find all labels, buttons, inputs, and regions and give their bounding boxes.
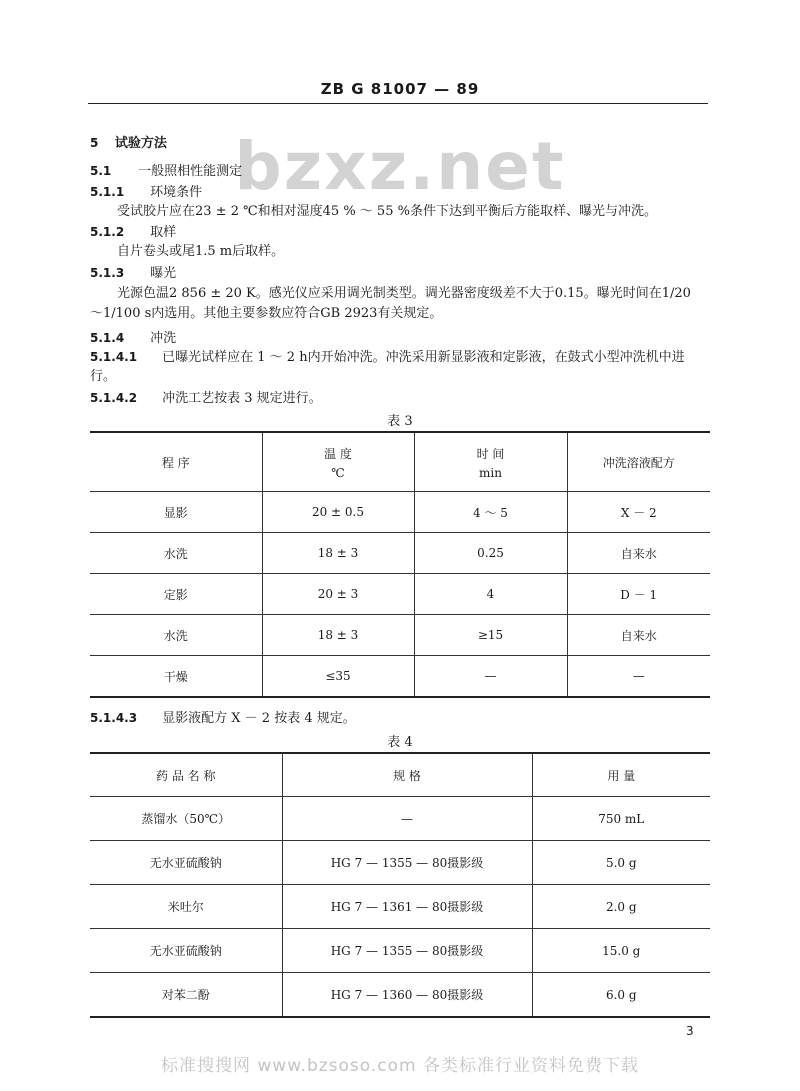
table-header-cell: 药 品 名 称 — [156, 768, 216, 783]
paragraph-text: 冲洗工艺按表 3 规定进行。 — [162, 391, 322, 406]
table-cell: 4 — [414, 574, 567, 615]
paragraph — [90, 709, 356, 728]
section-5-1-heading — [90, 162, 242, 181]
page-number: 3 — [686, 1024, 694, 1038]
section-5-1-4-heading — [90, 329, 176, 348]
table-cell: 4 ～ 5 — [414, 492, 567, 533]
table-cell: — — [282, 797, 532, 841]
section-number: 5.1.4.3 — [90, 711, 138, 725]
section-number: 5.1.4 — [90, 331, 125, 345]
table-cell: 显影 — [90, 492, 262, 533]
table-cell: 自来水 — [567, 533, 710, 574]
table-cell: 20 ± 0.5 — [262, 492, 414, 533]
footer-watermark: 标准搜搜网 www.bzsoso.com 各类标准行业资料免费下载 — [160, 1056, 639, 1076]
table-header-cell — [262, 432, 414, 492]
table-cell: 2.0 g — [532, 885, 710, 929]
paragraph-text: 已曝光试样应在 1 ～ 2 h内开始冲洗。冲洗采用新显影液和定影液，在鼓式小型冲洗机中进 — [162, 350, 685, 365]
table-4 — [90, 752, 710, 1018]
header-label: 温 度 — [324, 446, 352, 461]
section-title: 环境条件 — [150, 185, 203, 200]
table-cell: 定影 — [90, 574, 262, 615]
table-cell: — — [414, 656, 567, 698]
watermark: bzxz.net — [234, 128, 566, 205]
section-title: 试验方法 — [114, 136, 167, 151]
section-number: 5 — [90, 136, 99, 150]
table-cell: 无水亚硫酸钠 — [90, 929, 282, 973]
table-cell: HG 7 — 1361 — 80摄影级 — [282, 885, 532, 929]
table-cell: 水洗 — [90, 615, 262, 656]
table-3 — [90, 431, 710, 698]
table-row — [90, 615, 710, 656]
section-number: 5.1.2 — [90, 225, 125, 239]
table-row — [90, 797, 710, 841]
table-header-cell: 规 格 — [282, 753, 532, 797]
table-header-cell: 程 序 — [161, 455, 190, 470]
paragraph: 自片卷头或尾1.5 m后取样。 — [117, 244, 285, 259]
section-5-1-3-heading — [90, 264, 176, 283]
table-row — [90, 656, 710, 698]
table-cell: 米吐尔 — [90, 885, 282, 929]
table-4-caption: 表 4 — [387, 735, 413, 750]
table-cell: 自来水 — [567, 615, 710, 656]
section-title: 一般照相性能测定 — [138, 164, 243, 179]
table-row — [90, 533, 710, 574]
table-cell: 18 ± 3 — [262, 533, 414, 574]
table-header-row — [90, 753, 710, 797]
table-row — [90, 929, 710, 973]
header-rule — [88, 103, 708, 104]
paragraph: 受试胶片应在23 ± 2 ℃和相对湿度45 % ～ 55 %条件下达到平衡后方能取样、曝光与冲洗。 — [117, 204, 657, 219]
section-title: 曝光 — [150, 266, 177, 281]
section-number: 5.1.4.2 — [90, 391, 138, 405]
table-cell: HG 7 — 1360 — 80摄影级 — [282, 973, 532, 1018]
table-cell: 0.25 — [414, 533, 567, 574]
paragraph: ～1/100 s内选用。其他主要参数应符合GB 2923有关规定。 — [90, 306, 443, 321]
section-number: 5.1.3 — [90, 266, 125, 280]
paragraph — [90, 348, 685, 367]
table-cell: 水洗 — [90, 533, 262, 574]
table-row — [90, 973, 710, 1018]
paragraph — [90, 389, 322, 408]
table-cell: HG 7 — 1355 — 80摄影级 — [282, 841, 532, 885]
table-cell: 无水亚硫酸钠 — [90, 841, 282, 885]
table-cell: 20 ± 3 — [262, 574, 414, 615]
table-cell: ≤35 — [262, 656, 414, 698]
table-row — [90, 574, 710, 615]
table-row — [90, 492, 710, 533]
section-number: 5.1.1 — [90, 185, 125, 199]
table-row — [90, 885, 710, 929]
section-number: 5.1.4.1 — [90, 350, 138, 364]
table-cell: 750 mL — [532, 797, 710, 841]
table-header-cell: 冲洗溶液配方 — [567, 432, 710, 492]
table-row — [90, 841, 710, 885]
section-number: 5.1 — [90, 164, 112, 178]
table-cell: 6.0 g — [532, 973, 710, 1018]
table-cell: 蒸馏水（50℃） — [90, 797, 282, 841]
table-cell: 干燥 — [90, 656, 262, 698]
paragraph: 行。 — [90, 369, 117, 384]
section-5-1-1-heading — [90, 183, 202, 202]
section-5-1-2-heading — [90, 223, 176, 242]
table-cell: 对苯二酚 — [90, 973, 282, 1018]
table-cell: 5.0 g — [532, 841, 710, 885]
table-cell: X － 2 — [567, 492, 710, 533]
section-title: 冲洗 — [150, 331, 177, 346]
header-unit: ℃ — [331, 465, 345, 480]
section-5-heading — [90, 134, 167, 153]
table-cell: — — [567, 656, 710, 698]
section-title: 取样 — [150, 225, 177, 240]
document-header: ZB G 81007 — 89 — [320, 80, 480, 98]
paragraph: 光源色温2 856 ± 20 K。感光仪应采用调光制类型。调光器密度级差不大于0.15。曝光时间在1/20 — [117, 286, 691, 301]
header-unit: min — [479, 465, 502, 480]
table-header-cell: 用 量 — [532, 753, 710, 797]
header-label: 时 间 — [476, 446, 505, 461]
table-cell: ≥15 — [414, 615, 567, 656]
table-cell: 18 ± 3 — [262, 615, 414, 656]
table-3-caption: 表 3 — [387, 414, 413, 429]
paragraph-text: 显影液配方 X － 2 按表 4 规定。 — [162, 711, 356, 726]
table-cell: HG 7 — 1355 — 80摄影级 — [282, 929, 532, 973]
table-header-row — [90, 432, 710, 492]
table-cell: 15.0 g — [532, 929, 710, 973]
table-header-cell — [414, 432, 567, 492]
table-cell: D － 1 — [567, 574, 710, 615]
